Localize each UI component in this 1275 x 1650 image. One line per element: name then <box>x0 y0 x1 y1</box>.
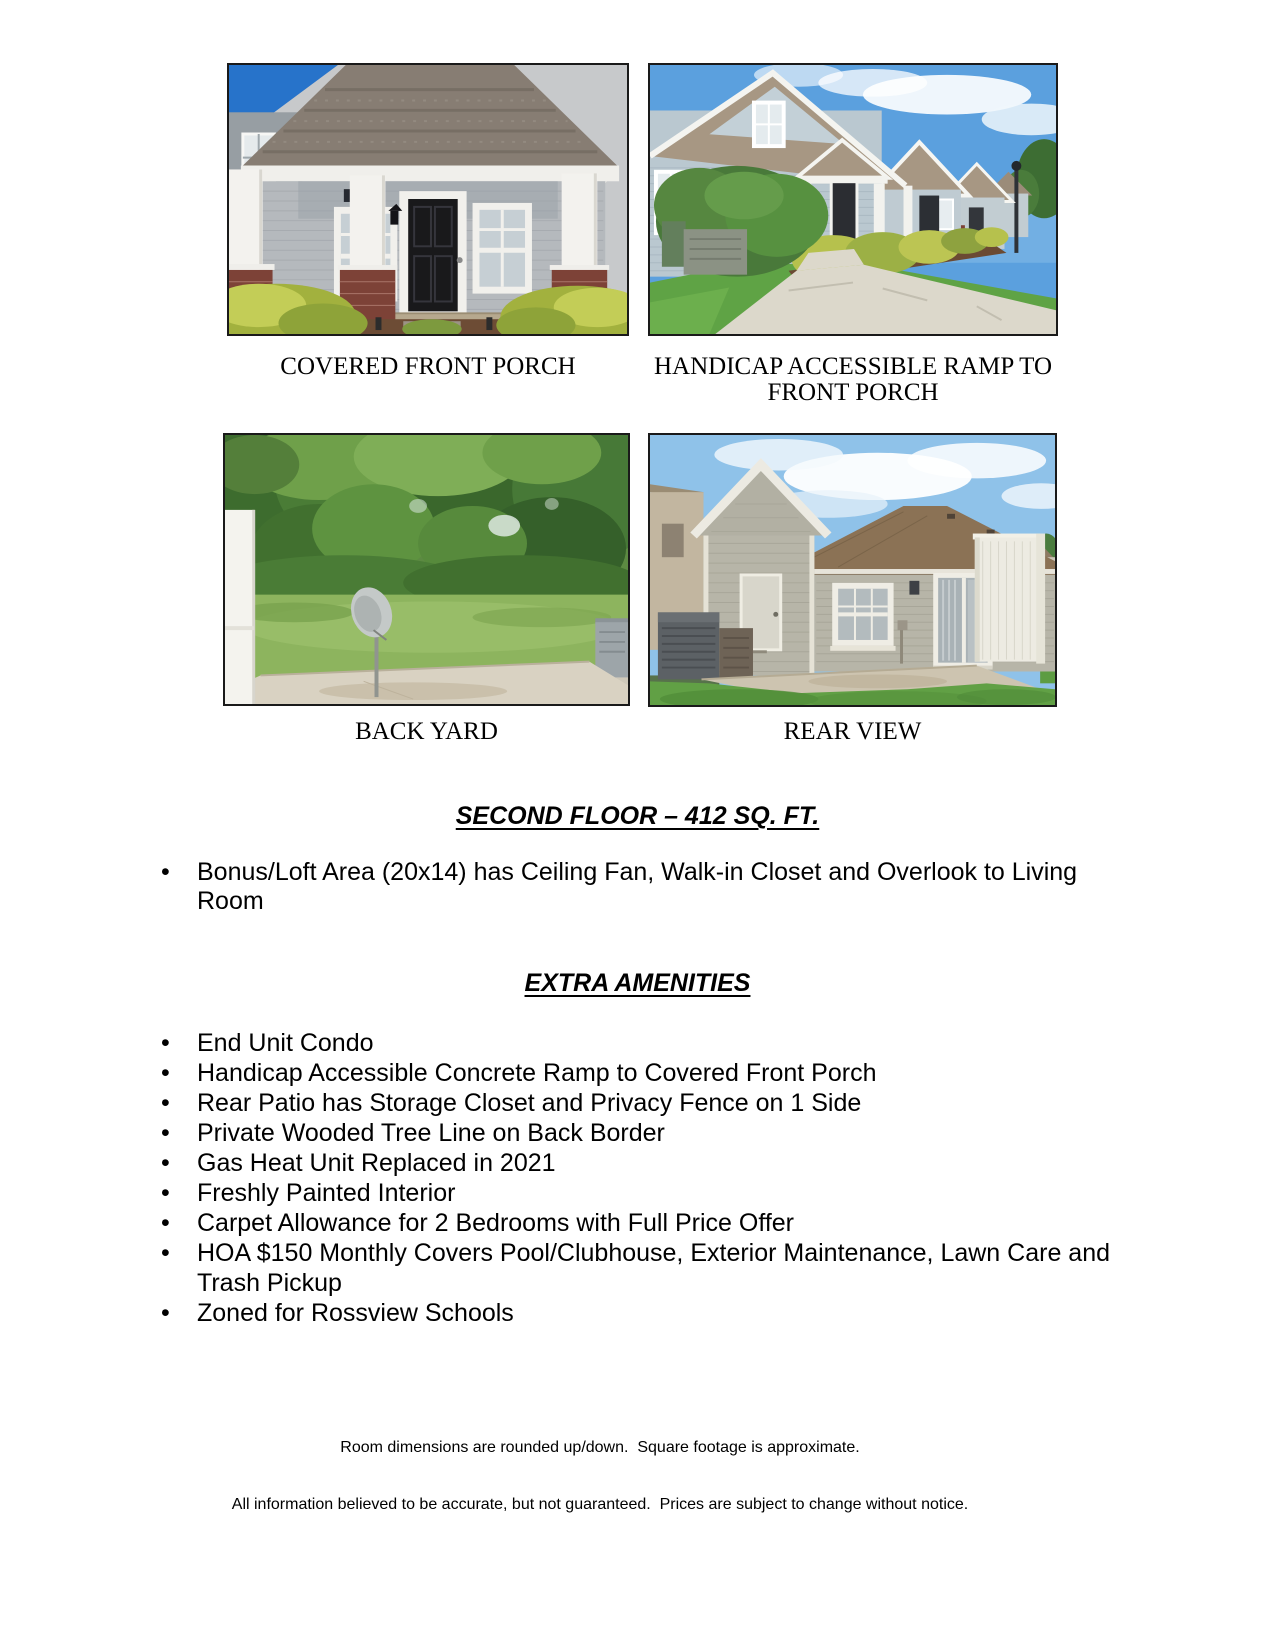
bullet-item: • End Unit Condo <box>197 1028 1112 1058</box>
photo-rear-view <box>648 433 1057 707</box>
bullet-item: • Bonus/Loft Area (20x14) has Ceiling Fan, Walk-in Closet and Overlook to Living Room <box>197 858 1112 916</box>
disclaimer-line-1: Room dimensions are rounded up/down. Square footage is approximate. <box>340 1439 860 1456</box>
photo-back-yard <box>223 433 630 706</box>
caption-covered-front-porch: COVERED FRONT PORCH <box>280 353 576 380</box>
caption-back-yard: BACK YARD <box>355 718 498 745</box>
bullet-list-second-floor <box>197 858 1112 916</box>
bullet-item: • Handicap Accessible Concrete Ramp to Covered Front Porch <box>197 1058 1112 1088</box>
photo-handicap-ramp <box>648 63 1058 336</box>
back-yard-image <box>225 435 628 704</box>
bullet-item: • HOA $150 Monthly Covers Pool/Clubhouse, Exterior Maintenance, Lawn Care and Trash Pickup <box>197 1238 1112 1298</box>
caption-rear-view: REAR VIEW <box>783 718 922 745</box>
bullet-item: • Gas Heat Unit Replaced in 2021 <box>197 1148 1112 1178</box>
section-heading-extra-amenities-text: EXTRA AMENITIES <box>524 969 751 997</box>
disclaimer-line-2: All information believed to be accurate, but not guaranteed. Prices are subject to change without notice. <box>231 1496 969 1513</box>
section-heading-extra-amenities <box>0 969 1275 998</box>
bullet-item: • Carpet Allowance for 2 Bedrooms with Full Price Offer <box>197 1208 1112 1238</box>
photo-covered-front-porch <box>227 63 629 336</box>
disclaimer <box>150 1400 1050 1552</box>
rear-view-image <box>650 435 1055 705</box>
bullet-item: • Rear Patio has Storage Closet and Privacy Fence on 1 Side <box>197 1088 1112 1118</box>
section-heading-second-floor <box>0 802 1275 831</box>
bullet-item: • Private Wooded Tree Line on Back Border <box>197 1118 1112 1148</box>
section-heading-second-floor-text: SECOND FLOOR – 412 SQ. FT. <box>455 802 820 830</box>
handicap-ramp-image <box>650 65 1056 334</box>
bullet-item: • Zoned for Rossview Schools <box>197 1298 1112 1328</box>
bullet-list-extra-amenities <box>197 1028 1112 1328</box>
covered-front-porch-image <box>229 65 627 334</box>
bullet-item: • Freshly Painted Interior <box>197 1178 1112 1208</box>
caption-handicap-ramp: HANDICAP ACCESSIBLE RAMP TO FRONT PORCH <box>654 353 1052 406</box>
